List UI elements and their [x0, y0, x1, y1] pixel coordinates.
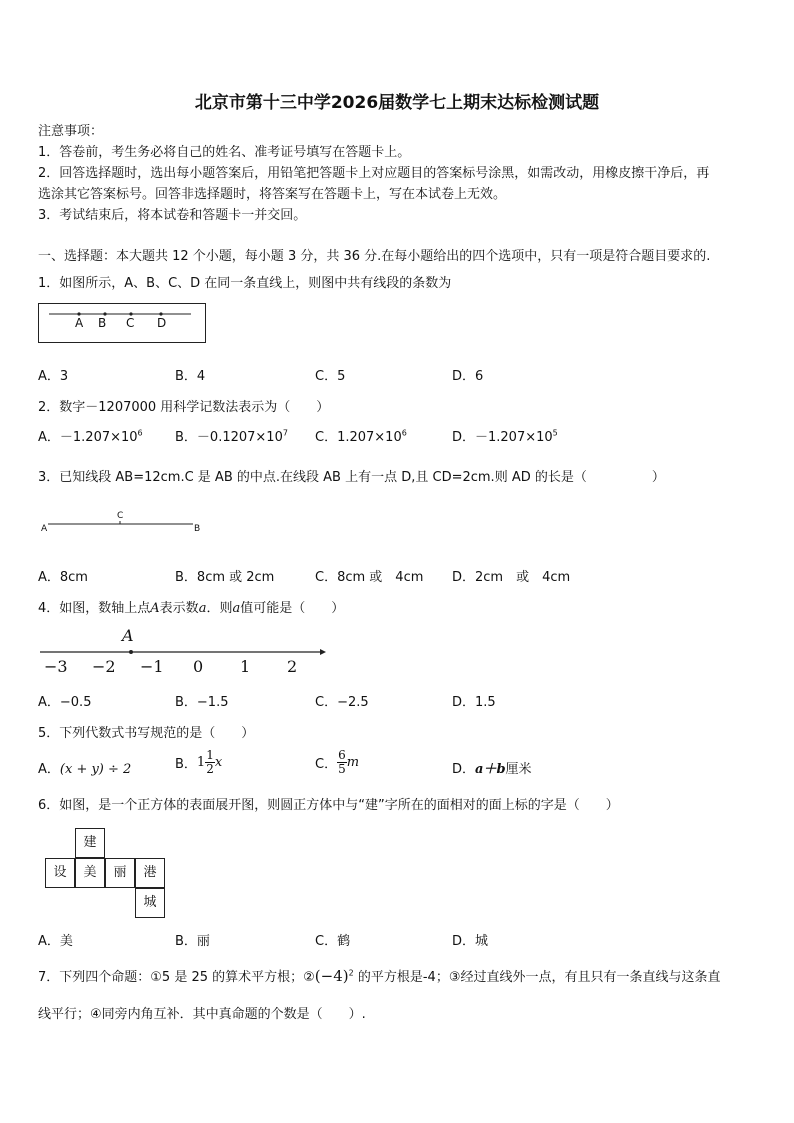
q4-option-d: D．1.5: [452, 695, 496, 710]
q1-line-diagram: [39, 304, 205, 342]
q3-option-a: A．8cm: [38, 570, 88, 585]
q6-option-a: A．美: [38, 934, 73, 949]
q4-number-line: [38, 640, 328, 660]
net-cell: 建: [75, 828, 105, 858]
q4-tick: −2: [92, 657, 116, 676]
net-cell: 丽: [105, 858, 135, 888]
q3-label-a: A: [41, 524, 48, 534]
question-4-stem: 4．如图，数轴上点A表示数a．则a值可能是（ ）: [38, 601, 345, 616]
net-cell: 城: [135, 888, 165, 918]
q2-option-c: C．$1.207\times 10^6$: [315, 428, 407, 445]
q4-tick: −3: [44, 657, 68, 676]
q4-tick: 1: [240, 657, 251, 676]
q4-option-a: A．−0.5: [38, 695, 92, 710]
q1-option-d: D．6: [452, 369, 484, 384]
q4-option-b: B．−1.5: [175, 695, 229, 710]
q2-option-a: A．$-1.207\times 10^6$: [38, 428, 143, 445]
q3-option-d: D．2cm 或 4cm: [452, 570, 571, 585]
question-2-stem: 2．数字－1207000 用科学记数法表示为（ ）: [38, 400, 330, 415]
q5-option-b: B．1 $\frac{1}{2}$ x: [175, 748, 223, 776]
q3-label-b: B: [194, 524, 201, 534]
q1-option-a: A．3: [38, 369, 69, 384]
q1-figure: [38, 303, 206, 343]
notice-item: 选涂其它答案标号。回答非选择题时，将答案写在答题卡上，写在本试卷上无效。: [38, 187, 507, 202]
q3-option-b: B．8cm 或 2cm: [175, 570, 275, 585]
q1-point-c: C: [126, 316, 135, 330]
section-heading: 一、选择题：本大题共 12 个小题，每小题 3 分，共 36 分.在每小题给出的四个选项中，只有一项是符合题目要求的.: [38, 249, 711, 264]
q1-option-b: B．4: [175, 369, 206, 384]
q1-point-d: D: [157, 316, 167, 330]
notice-item: 2．回答选择题时，选出每小题答案后，用铅笔把答题卡上对应题目的答案标号涂黑，如需改动，用橡皮擦干净后，再: [38, 166, 710, 181]
q4-point-label: A: [122, 626, 134, 645]
question-1-stem: 1．如图所示，A、B、C、D 在同一条直线上，则图中共有线段的条数为: [38, 276, 452, 291]
net-cell: 设: [45, 858, 75, 888]
q3-option-c: C．8cm 或 4cm: [315, 570, 424, 585]
notice-item: 3．考试结束后，将本试卷和答题卡一并交回。: [38, 208, 307, 223]
q2-option-b: B．$-0.1207\times 10^7$: [175, 428, 288, 445]
q4-tick: −1: [140, 657, 164, 676]
q5-option-c: C． $\frac{6}{5}$ m: [315, 748, 360, 776]
net-cell: 美: [75, 858, 105, 888]
question-6-stem: 6．如图，是一个正方体的表面展开图，则圆正方体中与“建”字所在的面相对的面上标的字是（ ）: [38, 798, 619, 813]
q6-option-d: D．城: [452, 934, 489, 949]
q1-option-c: C．5: [315, 369, 346, 384]
question-5-stem: 5．下列代数式书写规范的是（ ）: [38, 726, 255, 741]
q6-option-b: B．丽: [175, 934, 210, 949]
q4-tick: 2: [287, 657, 298, 676]
q2-option-d: D．$-1.207\times 10^5$: [452, 428, 558, 445]
notice-heading: 注意事项：: [38, 124, 104, 139]
page-title: 北京市第十三中学2026届数学七上期末达标检测试题: [194, 93, 600, 113]
question-7-stem-line2: 线平行；④同旁内角互补．其中真命题的个数是（ ）.: [38, 1007, 366, 1022]
net-cell: 港: [135, 858, 165, 888]
q1-point-a: A: [75, 316, 84, 330]
q5-option-d: D．a＋b厘米: [452, 762, 532, 777]
q6-option-c: C．鹤: [315, 934, 351, 949]
question-7-stem: 7．下列四个命题：①5 是 25 的算术平方根；$②(-4)^2$ 的平方根是-4；③经过直线外一点，有且只有一条直线与这条直: [38, 967, 721, 985]
q3-label-c: C: [117, 511, 124, 521]
notice-item: 1．答卷前，考生务必将自己的姓名、准考证号填写在答题卡上。: [38, 145, 411, 160]
question-3-stem: 3．已知线段 AB=12cm.C 是 AB 的中点.在线段 AB 上有一点 D,且 CD=2cm.则 AD 的长是（ ）: [38, 470, 665, 485]
q5-option-a: A．(x + y) ÷ 2: [38, 762, 132, 777]
q1-point-b: B: [98, 316, 107, 330]
q4-tick: 0: [193, 657, 204, 676]
q4-option-c: C．−2.5: [315, 695, 369, 710]
